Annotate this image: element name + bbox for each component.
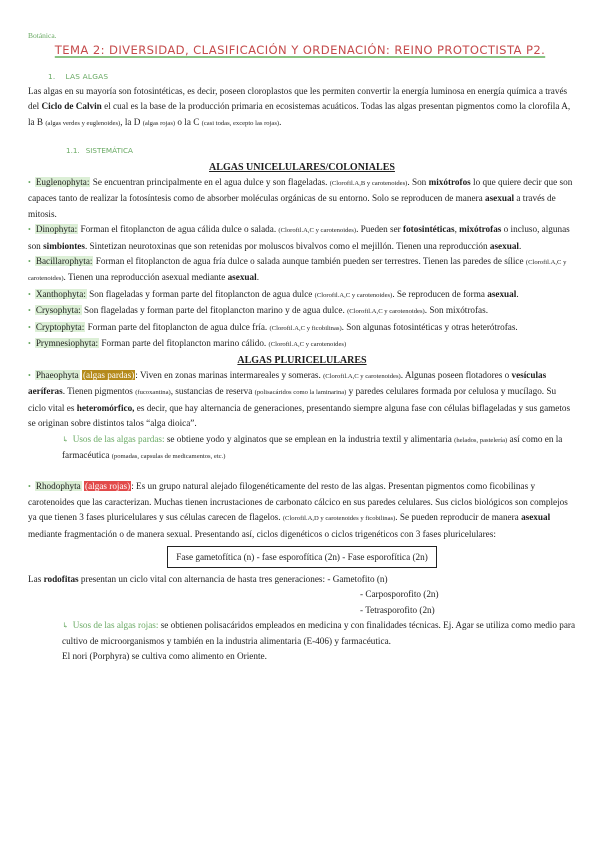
note: (pomadas, capsulas de medicamentos, etc.) xyxy=(111,452,226,460)
item-dinophyta xyxy=(28,222,576,254)
bold-term: mixótrofos xyxy=(428,177,471,188)
text: es decir, que hay alternancia de generaciones, presentando siempre alguna fase con células biflageladas y sus gametos se originan sobre distintos talos “alga dioica”. xyxy=(28,402,571,429)
text: se obtienen polisacáridos empleados en medicina y con finalidades técnicas. Ej. Agar se utiliza como medio para cultivo de microorganismos y también en la industria alimentaria (E-406) y farmacéutica. xyxy=(62,620,576,646)
bold-term: asexual xyxy=(485,193,515,204)
return-arrow-icon: ↳ xyxy=(62,434,69,444)
note: (Clorofil.A,C y carotenoides) xyxy=(278,227,357,235)
generation-item: - Carposporofito (2n) xyxy=(360,589,439,600)
generations-row-3 xyxy=(28,603,576,618)
text: : Es un grupo natural alejado filogenéticamente del resto de las algas. Presentan pigmentos como ficobilinas y carotenoides que las caracterizan. Muchas tienen incrustaciones de carbonato cálcico en sus paredes celulares. Sus ciclos biológicos son complejos ya que tienen 3 fases pluricelulares y sus células carecen de flagelos. xyxy=(28,481,568,523)
nori-note: El nori (Porphyra) se cultiva como alimento en Oriente. xyxy=(62,650,267,661)
highlighted-name: Rhodophyta xyxy=(35,481,81,492)
note: (Clorofil.A,C y ficobilinas) xyxy=(269,324,342,332)
bold-term: simbiontes xyxy=(43,240,85,251)
text: . Algunas poseen flotadores o xyxy=(400,369,512,380)
text: lo que quiere decir que son capaces tanto de realizar la fotosíntesis como de absorber moléculas orgánicas de su entorno. Solo se reproducen de manera xyxy=(28,177,573,204)
text: o la C xyxy=(175,116,202,127)
bold-term: asexual xyxy=(521,512,551,523)
text: mediante fragmentación o de manera sexual. Presentando así, ciclos digenéticos o ciclos trigenéticos con 3 fases pluricelulares: xyxy=(28,528,496,539)
pluricelulares-heading: ALGAS PLURICELULARES xyxy=(237,354,367,366)
text: Se encuentran principalmente en el agua dulce y son flageladas. xyxy=(90,177,330,188)
generations-row-2 xyxy=(28,587,576,602)
bold-term: heteromórfico, xyxy=(76,402,135,413)
highlighted-name: Cryptophyta: xyxy=(35,321,85,332)
generation-item: Gametofito (n) xyxy=(332,573,388,584)
spacer xyxy=(28,464,576,479)
subsection-heading xyxy=(66,143,576,158)
generation-item: - Tetrasporofito (2n) xyxy=(360,604,435,615)
section-number: 1. xyxy=(48,72,56,81)
bold-term: fotosintéticas xyxy=(403,224,455,235)
text: . Tienen una reproducción asexual mediante xyxy=(63,272,228,283)
bold-term: vesículas aeríferas xyxy=(28,369,547,397)
bold-term: mixótrofas xyxy=(459,224,502,235)
item-phaeophyta xyxy=(28,368,576,432)
note: (casi todas, excepto las rojas) xyxy=(201,119,280,127)
item-prymnesiophyta xyxy=(28,336,576,352)
text: . Tienen pigmentos xyxy=(62,386,136,397)
text: . Sintetizan neurotoxinas que son retenidas por moluscos bivalvos como el mejillón. Tienen una reproducción xyxy=(84,240,490,251)
text: , sustancias de reserva xyxy=(170,386,255,397)
text: . xyxy=(516,288,519,299)
item-bacillarophyta xyxy=(28,254,576,287)
bullet-icon: • xyxy=(28,370,31,380)
text: . Son xyxy=(407,177,429,188)
highlighted-name: Bacillarophyta: xyxy=(35,256,93,267)
highlighted-name: Dinophyta: xyxy=(35,224,78,235)
uses-algas-rojas xyxy=(62,618,576,649)
bullet-icon: • xyxy=(28,289,31,299)
text: . Son algunas fotosintéticas y otras heterótrofas. xyxy=(341,321,518,332)
bullet-icon: • xyxy=(28,225,31,235)
text: el cual es la base de la producción primaria en ecosistemas acuáticos. Todas las algas presentan pigmentos como la clorofila A, la B xyxy=(28,101,571,127)
note: (helados, pastelería) xyxy=(454,436,508,444)
bullet-icon: • xyxy=(28,339,31,349)
text: Son flageladas y forman parte del fitoplancton marino y de agua dulce. xyxy=(81,305,348,316)
text: . Se pueden reproducir de manera xyxy=(395,512,522,523)
section-label: LAS ALGAS xyxy=(65,72,109,81)
algas-rojas-tag: (algas rojas) xyxy=(85,481,131,492)
algas-pardas-tag: (algas pardas) xyxy=(82,369,135,380)
text: Forman el fitoplancton de agua cálida dulce o salada. xyxy=(78,224,279,235)
text: Las xyxy=(28,573,44,584)
text: a través de mitosis. xyxy=(28,193,556,219)
bold-term: rodofitas xyxy=(43,573,79,584)
note: (fucoxantina) xyxy=(135,389,171,397)
item-xanthophyta xyxy=(28,287,576,303)
note: (Clorofil.A,D y carotenoides y ficobilinas) xyxy=(282,515,396,523)
page-title-text: TEMA 2: DIVERSIDAD, CLASIFICACIÓN Y ORDENACIÓN: REINO PROTOCTISTA P2. xyxy=(54,43,546,57)
text: así como en la farmacéutica xyxy=(62,433,563,460)
item-cryptophyta xyxy=(28,320,576,336)
subsection-number: 1.1. xyxy=(66,146,80,156)
text: . Son mixótrofas. xyxy=(424,305,489,316)
note: (polisacáridos como la laminarina) xyxy=(254,389,347,397)
text: Forman el fitoplancton de agua fría dulce o salada aunque también pueden ser terrestres. Tienen las paredes de sílice xyxy=(93,256,526,267)
text: Son flageladas y forman parte del fitoplancton de agua dulce xyxy=(86,288,315,299)
content xyxy=(28,84,576,664)
subject-label: Botánica. xyxy=(28,31,57,40)
note: (Clorofil.A,C y carotenoides) xyxy=(268,341,347,349)
highlighted-name: Xanthophyta: xyxy=(35,288,86,299)
highlighted-name: Crysophyta: xyxy=(35,305,81,316)
note: (Clorofil.A,C y carotenoides) xyxy=(347,308,425,316)
text: . Se reproducen de forma xyxy=(392,288,488,299)
bold-term: asexual xyxy=(227,272,257,283)
bold-term: Ciclo de Calvin xyxy=(41,101,102,112)
item-rhodophyta xyxy=(28,479,576,542)
item-crysophyta xyxy=(28,303,576,319)
note: (Clorofil.A,B y carotenoides) xyxy=(329,180,408,188)
bullet-icon: • xyxy=(28,322,31,332)
page-title xyxy=(0,43,600,58)
bullet-icon: • xyxy=(28,482,31,492)
text: . Pueden ser xyxy=(356,224,404,235)
bullet-icon: • xyxy=(28,306,31,316)
note: (Clorofil.A,C y carotenoides) xyxy=(314,291,393,299)
text: presentan un ciclo vital con alternancia de hasta tres generaciones: - xyxy=(78,573,333,584)
bullet-icon: • xyxy=(28,178,31,188)
generations-row-1 xyxy=(28,572,576,587)
text: . xyxy=(519,240,522,251)
text: Forman parte del fitoplancton marino cálido. xyxy=(99,338,269,349)
item-euglenophyta xyxy=(28,175,576,222)
uses-label: Usos de las algas rojas: xyxy=(72,620,159,631)
highlighted-name: Euglenophyta: xyxy=(35,177,90,188)
subsection-label: SISTEMÁTICA xyxy=(85,146,133,156)
text: o incluso, algunas son xyxy=(28,224,570,251)
unicelulares-heading: ALGAS UNICELULARES/COLONIALES xyxy=(209,161,395,173)
intro-paragraph xyxy=(28,84,576,131)
note: (algas verdes y euglenoides) xyxy=(45,119,121,127)
bullet-icon: • xyxy=(28,257,31,267)
uses-algas-pardas xyxy=(62,432,576,465)
highlighted-name: Prymnesiophyta: xyxy=(35,338,99,349)
text: . xyxy=(279,116,282,127)
section-heading xyxy=(48,69,108,84)
note: (Clorofil.A,C y carotenoides) xyxy=(323,372,401,380)
bold-term: asexual xyxy=(489,240,519,251)
cycle-box: Fase gametofítica (n) - fase esporofítica (2n) - Fase esporofítica (2n) xyxy=(167,546,437,568)
cycle-box-wrap xyxy=(28,546,576,568)
text: , la D xyxy=(120,116,143,127)
highlighted-name: Phaeophyta xyxy=(35,369,79,380)
text: : Viven en zonas marinas intermareales y someras. xyxy=(135,369,324,380)
text: y paredes celulares formada por celulosa y mucílago. Su ciclo vital es xyxy=(28,386,557,413)
note: (algas rojas) xyxy=(142,119,176,127)
bold-term: asexual xyxy=(487,288,517,299)
text: . xyxy=(256,272,259,283)
text: Forman parte del fitoplancton de agua dulce fría. xyxy=(85,321,270,332)
return-arrow-icon: ↳ xyxy=(62,621,69,631)
note: (Clorofil.A,C y carotenoides) xyxy=(28,259,567,283)
uses-label: Usos de las algas pardas: xyxy=(72,433,165,444)
text: , xyxy=(454,224,460,235)
text: Las algas en su mayoría son fotosintéticas, es decir, poseen cloroplastos que les permiten convertir la energía luminosa en energía química a través del xyxy=(28,86,568,112)
text: se obtiene yodo y alginatos que se emplean en la industria textil y alimentaria xyxy=(164,433,455,444)
